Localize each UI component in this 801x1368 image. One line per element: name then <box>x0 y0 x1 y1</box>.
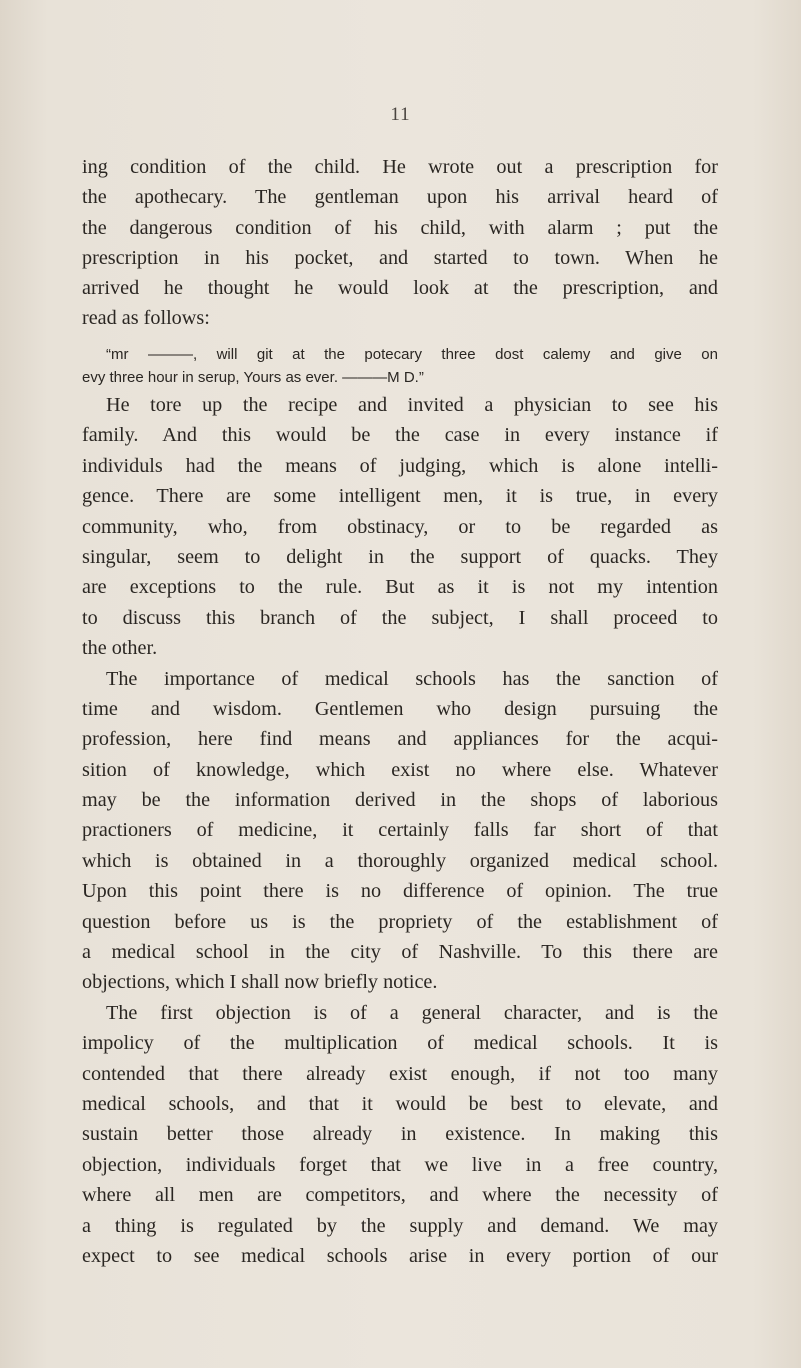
text-line: contended that there already exist enough, if not too many <box>82 1062 718 1085</box>
text-line: objections, which I shall now briefly notice. <box>82 971 438 994</box>
text-line: individuls had the means of judging, which is alone intelli- <box>82 454 718 477</box>
text-line: the apothecary. The gentleman upon his arrival heard of <box>82 186 718 209</box>
text-line: The importance of medical schools has the sanction of <box>106 667 718 690</box>
text-line: gence. There are some intelligent men, it is true, in every <box>82 485 718 508</box>
text-line: prescription in his pocket, and started to town. When he <box>82 246 718 269</box>
quote-line: evy three hour in serup, Yours as ever. ———M D.” <box>82 369 424 386</box>
text-line: a thing is regulated by the supply and demand. We may <box>82 1214 718 1237</box>
text-line: He tore up the recipe and invited a physician to see his <box>106 394 718 416</box>
text-line: objection, individuals forget that we live in a free country, <box>82 1153 718 1176</box>
text-line: family. And this would be the case in every instance if <box>82 424 718 447</box>
text-line: where all men are competitors, and where the necessity of <box>82 1184 718 1207</box>
text-line: may be the information derived in the shops of laborious <box>82 789 718 812</box>
text-line: practioners of medicine, it certainly falls far short of that <box>82 819 718 842</box>
text-line: to discuss this branch of the subject, I shall proceed to <box>82 606 718 629</box>
prescription-quote <box>82 343 718 389</box>
text-line: medical schools, and that it would be best to elevate, and <box>82 1092 718 1115</box>
text-line: question before us is the propriety of the establishment of <box>82 910 718 933</box>
text-line: sustain better those already in existence. In making this <box>82 1123 718 1146</box>
text-line: read as follows: <box>82 307 210 330</box>
text-line: expect to see medical schools arise in every portion of our <box>82 1244 718 1267</box>
page-number: 11 <box>390 104 411 125</box>
text-line: Upon this point there is no difference of opinion. The true <box>82 880 718 903</box>
text-line: singular, seem to delight in the support of quacks. They <box>82 545 718 568</box>
text-line: the dangerous condition of his child, with alarm ; put the <box>82 216 718 239</box>
text-line: The first objection is of a general character, and is the <box>106 1001 718 1024</box>
text-line: impolicy of the multiplication of medical schools. It is <box>82 1032 718 1055</box>
quote-line: “mr ———, will git at the potecary three dost calemy and give on <box>106 346 718 363</box>
text-line: sition of knowledge, which exist no where else. Whatever <box>82 758 718 781</box>
text-line: time and wisdom. Gentlemen who design pursuing the <box>82 697 718 720</box>
text-line: the other. <box>82 637 158 660</box>
text-line: community, who, from obstinacy, or to be regarded as <box>82 515 718 538</box>
text-line: a medical school in the city of Nashville. To this there are <box>82 941 718 964</box>
text-line: arrived he thought he would look at the prescription, and <box>82 277 718 300</box>
text-line: which is obtained in a thoroughly organized medical school. <box>82 849 718 872</box>
main-text <box>82 390 718 1271</box>
text-line: are exceptions to the rule. But as it is not my intention <box>82 576 718 599</box>
paragraph-continuation <box>82 152 718 334</box>
text-line: profession, here find means and appliances for the acqui- <box>82 728 718 751</box>
text-line: ing condition of the child. He wrote out a prescription for <box>82 156 718 178</box>
